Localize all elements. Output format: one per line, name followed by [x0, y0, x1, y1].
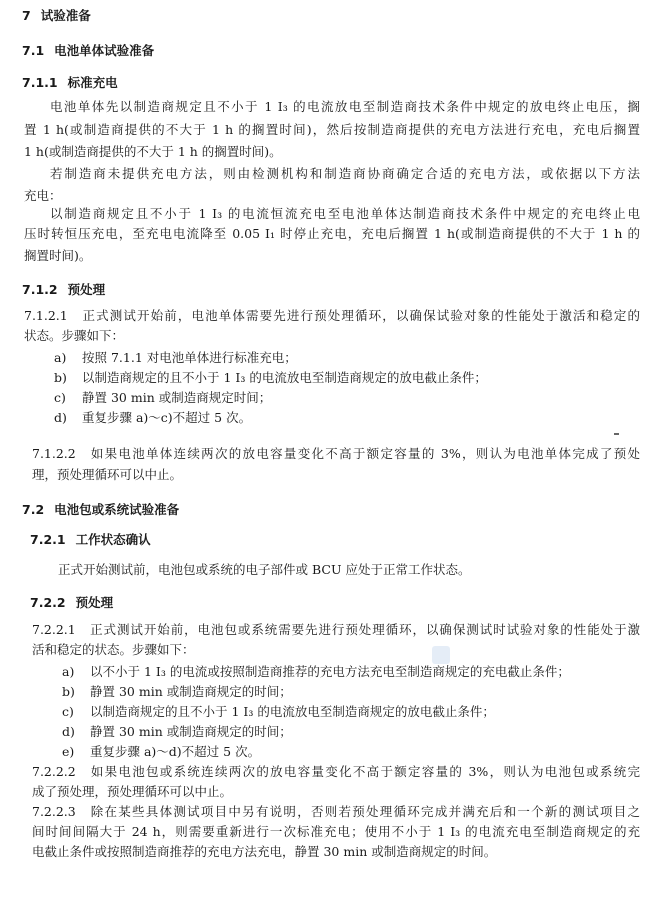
paragraph-line: 压时转恒压充电，至充电电流降至 0.05 I₁ 时停止充电，充电后搁置 1 h(或制造商提供的不大于 1 h 的	[24, 226, 640, 241]
section-heading-7-1	[22, 41, 154, 59]
heading-text: 预处理	[67, 282, 106, 297]
clause-7-1-2-2-line: 7.1.2.2 如果电池单体连续两次的放电容量变化不高于额定容量的 3%，则认为电池单体完成了预处	[32, 446, 640, 461]
section-heading-7-2-1	[30, 530, 151, 548]
clause-7-2-2-1-line: 7.2.2.1 正式测试开始前，电池包或系统需要先进行预处理循环，以确保测试时试验对象的性能处于激	[32, 622, 640, 637]
list-marker: a)	[54, 350, 67, 365]
list-marker: c)	[54, 390, 66, 405]
list-marker: b)	[62, 684, 75, 699]
list-item	[62, 724, 292, 740]
heading-number: 7	[22, 8, 31, 23]
clause-7-1-2-1-line: 状态。步骤如下：	[24, 328, 125, 343]
clause-7-1-2-1-line: 7.1.2.1 正式测试开始前，电池单体需要先进行预处理循环，以确保试验对象的性能处于激活和稳定的	[24, 308, 640, 323]
stray-mark	[614, 433, 619, 435]
clause-7-1-2-2-line: 理，预处理循环可以中止。	[32, 467, 183, 482]
heading-number: 7.2.2	[30, 595, 66, 610]
list-text: 以不小于 1 I₃ 的电流或按照制造商推荐的充电方法充电至制造商规定的充电截止条件；	[90, 664, 570, 679]
section-heading-7-2-2	[30, 593, 113, 611]
paragraph-line: 电池单体先以制造商规定且不小于 1 I₃ 的电流放电至制造商技术条件中规定的放电终止电压，搁	[50, 99, 640, 114]
paragraph-line: 若制造商未提供充电方法，则由检测机构和制造商协商确定合适的充电方法，或依据以下方法	[50, 166, 640, 181]
list-item	[62, 704, 495, 720]
list-text: 静置 30 min 或制造商规定时间；	[82, 390, 272, 405]
list-text: 重复步骤 a)～c)不超过 5 次。	[82, 410, 252, 425]
heading-number: 7.1.2	[22, 282, 58, 297]
heading-number: 7.1.1	[22, 75, 58, 90]
paragraph-line: 1 h(或制造商提供的不大于 1 h 的搁置时间)。	[24, 144, 282, 159]
clause-7-2-2-2-line: 成了预处理，预处理循环可以中止。	[32, 784, 233, 799]
list-marker: a)	[62, 664, 75, 679]
list-text: 以制造商规定的且不小于 1 I₃ 的电流放电至制造商规定的放电截止条件；	[82, 370, 487, 385]
list-marker: c)	[62, 704, 74, 719]
section-heading-7-1-2	[22, 280, 105, 298]
section-heading-7-2	[22, 500, 179, 518]
heading-text: 预处理	[75, 595, 114, 610]
heading-text: 试验准备	[40, 8, 91, 23]
list-text: 以制造商规定的且不小于 1 I₃ 的电流放电至制造商规定的放电截止条件；	[90, 704, 495, 719]
list-item	[54, 390, 271, 406]
list-text: 静置 30 min 或制造商规定的时间；	[90, 724, 292, 739]
paragraph-line: 搁置时间)。	[24, 248, 92, 263]
list-item	[54, 350, 297, 366]
clause-7-2-2-3-line: 间时间间隔大于 24 h，则需要重新进行一次标准充电；使用不小于 1 I₃ 的电流充电至制造商规定的充	[32, 824, 640, 839]
clause-7-2-2-3-line: 电截止条件或按照制造商推荐的充电方法充电，静置 30 min 或制造商规定的时间。	[32, 844, 497, 859]
heading-text: 电池单体试验准备	[54, 43, 155, 58]
heading-number: 7.2	[22, 502, 45, 517]
section-heading-7	[22, 6, 91, 24]
heading-number: 7.2.1	[30, 532, 66, 547]
section-heading-7-1-1	[22, 73, 118, 91]
list-item	[62, 744, 260, 760]
list-marker: d)	[62, 724, 75, 739]
list-item	[62, 684, 292, 700]
paragraph-line: 以制造商规定且不小于 1 I₃ 的电流恒流充电至电池单体达制造商技术条件中规定的充电终止电	[50, 206, 640, 221]
list-text: 静置 30 min 或制造商规定的时间；	[90, 684, 292, 699]
heading-number: 7.1	[22, 43, 45, 58]
clause-7-2-2-2-line: 7.2.2.2 如果电池包或系统连续两次的放电容量变化不高于额定容量的 3%，则认为电池包或系统完	[32, 764, 640, 779]
list-marker: b)	[54, 370, 67, 385]
list-text: 重复步骤 a)～d)不超过 5 次。	[90, 744, 261, 759]
list-item	[54, 410, 251, 426]
clause-7-2-2-3-line: 7.2.2.3 除在某些具体测试项目中另有说明，否则若预处理循环完成并满充后和一个新的测试项目之	[32, 804, 640, 819]
clause-7-2-2-1-line: 活和稳定的状态。步骤如下：	[32, 642, 195, 657]
heading-text: 工作状态确认	[75, 532, 151, 547]
paragraph-line: 置 1 h(或制造商提供的不大于 1 h 的搁置时间)，然后按制造商提供的充电方法进行充电，充电后搁置	[24, 122, 640, 137]
list-text: 按照 7.1.1 对电池单体进行标准充电；	[82, 350, 297, 365]
heading-text: 标准充电	[67, 75, 118, 90]
list-item	[62, 664, 570, 680]
list-marker: e)	[62, 744, 75, 759]
paragraph-line: 充电：	[24, 188, 62, 203]
watermark-icon	[432, 646, 450, 664]
list-marker: d)	[54, 410, 67, 425]
list-item	[54, 370, 487, 386]
heading-text: 电池包或系统试验准备	[54, 502, 180, 517]
paragraph-line: 正式开始测试前，电池包或系统的电子部件或 BCU 应处于正常工作状态。	[58, 562, 471, 577]
